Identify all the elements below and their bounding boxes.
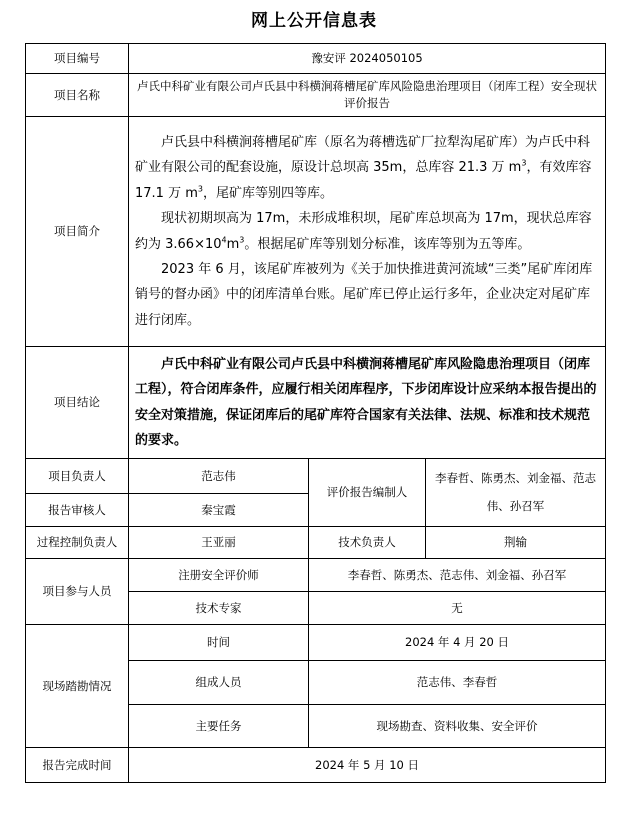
registered-assessor-value: 李春哲、陈勇杰、范志伟、刘金福、孙召军	[309, 559, 606, 592]
page-title: 网上公开信息表	[251, 11, 377, 31]
tech-lead-label: 技术负责人	[309, 527, 426, 559]
survey-time-value: 2024 年 4 月 20 日	[309, 625, 606, 661]
project-no-label: 项目编号	[26, 44, 129, 74]
project-name-label: 项目名称	[26, 74, 129, 117]
tech-expert-value: 无	[309, 592, 606, 625]
project-intro-label: 项目简介	[26, 117, 129, 347]
row-registered-assessors	[26, 559, 606, 592]
row-survey-time	[26, 625, 606, 661]
row-project-name	[26, 74, 606, 117]
completion-label: 报告完成时间	[26, 748, 129, 783]
tech-expert-label: 技术专家	[129, 592, 309, 625]
survey-time-label: 时间	[129, 625, 309, 661]
intro-paragraph-1: 卢氏县中科横涧蒋槽尾矿库（原名为蒋槽选矿厂拉犁沟尾矿库）为卢氏中科矿业有限公司的配套设施，原设计总坝高 35m，总库容 21.3 万 $m^3$，有效库容 17.1 万 $m^3$，尾矿库等别四等库。	[135, 135, 592, 201]
row-completion	[26, 748, 606, 783]
process-control-value: 王亚丽	[129, 527, 309, 559]
intro-paragraph-3: 2023 年 6 月，该尾矿库被列为《关于加快推进黄河流域“三类”尾矿库闭库销号的督办函》中的闭库清单台账。尾矿库已停止运行多年，企业决定对尾矿库进行闭库。	[135, 261, 593, 328]
compiler-label: 评价报告编制人	[309, 459, 426, 527]
row-project-no	[26, 44, 606, 74]
project-conclusion-text: 卢氏中科矿业有限公司卢氏县中科横涧蒋槽尾矿库风险隐患治理项目（闭库工程），符合闭库条件，应履行相关闭库程序，下步闭库设计应采纳本报告提出的安全对策措施，保证闭库后的尾矿库符合国家有关法律、法规、标准和技术规范的要求。	[129, 347, 606, 459]
project-intro-text	[129, 117, 606, 347]
row-project-conclusion	[26, 347, 606, 459]
tech-lead-value: 荆输	[426, 527, 606, 559]
survey-tasks-value: 现场勘查、资料收集、安全评价	[309, 705, 606, 748]
project-no-value: 豫安评 2024050105	[129, 44, 606, 74]
row-project-intro	[26, 117, 606, 347]
completion-value: 2024 年 5 月 10 日	[129, 748, 606, 783]
participants-label: 项目参与人员	[26, 559, 129, 625]
survey-members-value: 范志伟、李春哲	[309, 661, 606, 705]
leader-value: 范志伟	[129, 459, 309, 494]
project-name-value: 卢氏中科矿业有限公司卢氏县中科横涧蒋槽尾矿库风险隐患治理项目（闭库工程）安全现状评价报告	[129, 74, 606, 117]
site-survey-label: 现场踏勘情况	[26, 625, 129, 748]
project-conclusion-label: 项目结论	[26, 347, 129, 459]
survey-tasks-label: 主要任务	[129, 705, 309, 748]
registered-assessor-label: 注册安全评价师	[129, 559, 309, 592]
intro-paragraph-2: 现状初期坝高为 17m，未形成堆积坝，尾矿库总坝高为 17m，现状总库容约为 $3.66\times 10^4m^3$。根据尾矿库等别划分标准，该库等别为五等库。	[135, 211, 592, 252]
row-process-control	[26, 527, 606, 559]
reviewer-value: 秦宝霞	[129, 494, 309, 527]
row-leader	[26, 459, 606, 494]
leader-label: 项目负责人	[26, 459, 129, 494]
process-control-label: 过程控制负责人	[26, 527, 129, 559]
info-table	[25, 43, 606, 783]
survey-members-label: 组成人员	[129, 661, 309, 705]
reviewer-label: 报告审核人	[26, 494, 129, 527]
compiler-value: 李春哲、陈勇杰、刘金福、范志伟、孙召军	[426, 459, 606, 527]
